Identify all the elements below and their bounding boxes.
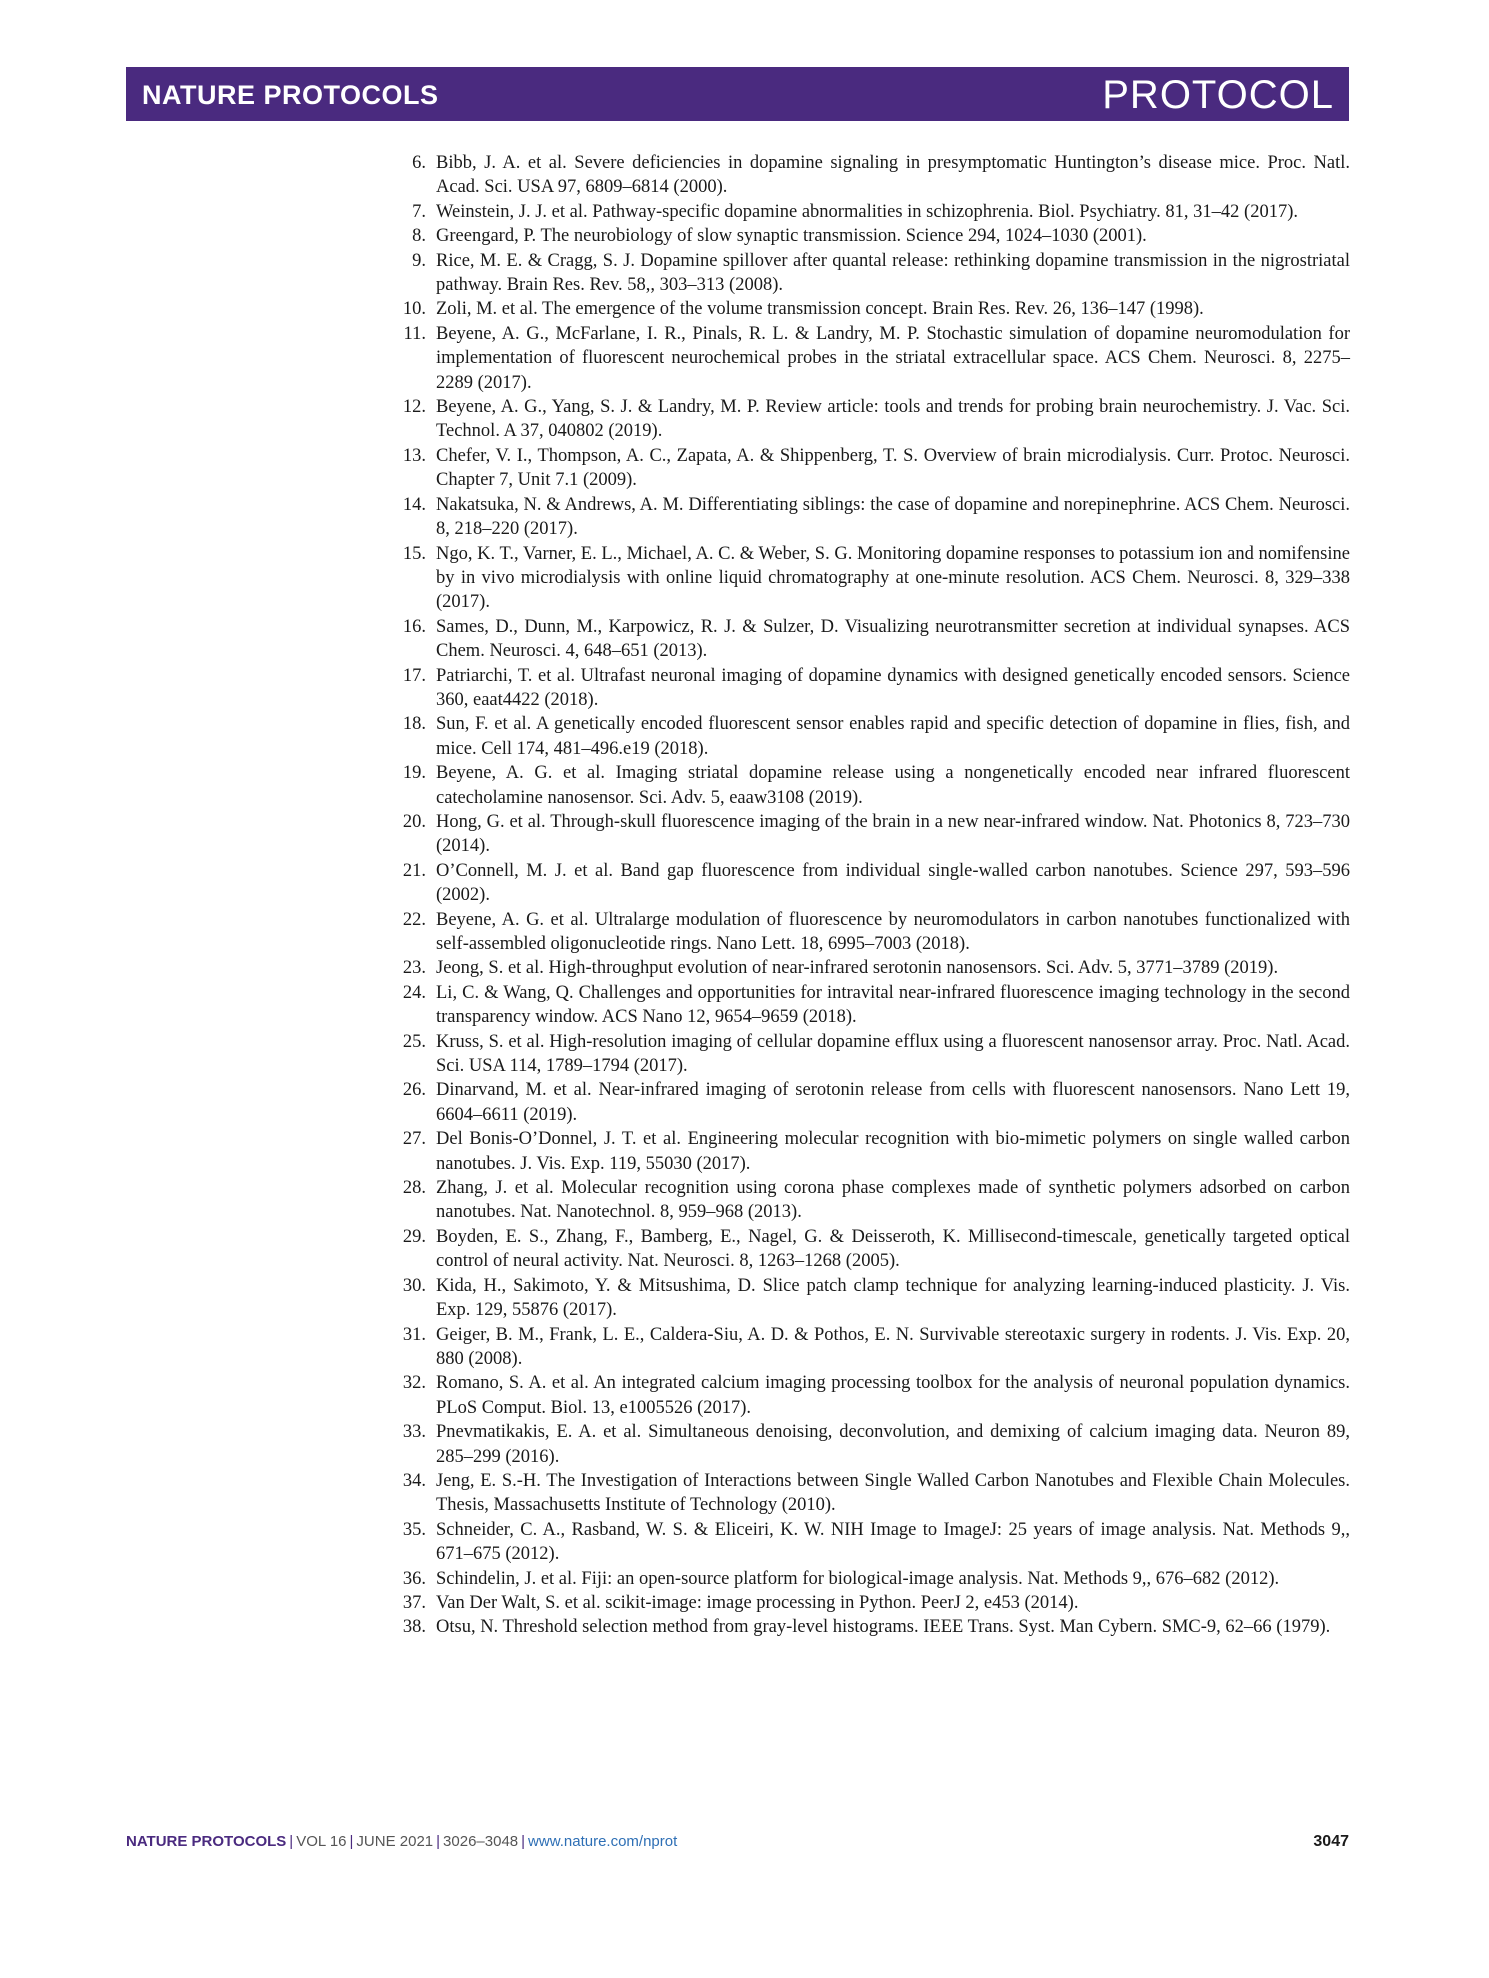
reference-text: Kida, H., Sakimoto, Y. & Mitsushima, D. Slice patch clamp technique for analyzing learning-induced plasticity. J. Vis. Exp. 129, 55876 (2017). <box>436 1275 1350 1321</box>
reference-text: Beyene, A. G., Yang, S. J. & Landry, M. P. Review article: tools and trends for probing brain neurochemistry. J. Vac. Sci. Technol. A 37, 040802 (2019). <box>436 397 1350 442</box>
reference-text: Dinarvand, M. et al. Near-infrared imaging of serotonin release from cells with fluorescent nanosensors. Nano Lett 19, 6604–6611 (2019). <box>436 1080 1350 1125</box>
reference-text: Sames, D., Dunn, M., Karpowicz, R. J. & Sulzer, D. Visualizing neurotransmitter secretion at individual synapses. ACS Chem. Neurosci. 4, 648–651 (2013). <box>436 616 1350 662</box>
reference-text: Jeong, S. et al. High-throughput evolution of near-infrared serotonin nanosensors. Sci. Adv. 5, 3771–3789 (2019). <box>436 958 1279 979</box>
reference-text: Schneider, C. A., Rasband, W. S. & Eliceiri, K. W. NIH Image to ImageJ: 25 years of image analysis. Nat. Methods 9,, 671–675 (2012). <box>436 1519 1350 1565</box>
reference-number: 27. <box>402 1129 426 1150</box>
reference-number: 22. <box>402 909 426 930</box>
reference-item <box>390 908 1350 957</box>
footer-pages: 3026–3048 <box>443 1833 519 1850</box>
reference-text: Del Bonis-O’Donnel, J. T. et al. Engineering molecular recognition with bio-mimetic polymers on single walled carbon nanotubes. J. Vis. Exp. 119, 55030 (2017). <box>436 1129 1350 1174</box>
reference-number: 13. <box>402 445 426 466</box>
reference-text: Beyene, A. G. et al. Ultralarge modulation of fluorescence by neuromodulators in carbon nanotubes functionalized with self-assembled oligonucleotide rings. Nano Lett. 18, 6995–7003 (2018). <box>436 909 1350 954</box>
reference-number: 21. <box>402 860 426 881</box>
reference-number: 12. <box>402 397 426 418</box>
reference-item <box>390 200 1350 224</box>
reference-number: 16. <box>402 616 426 637</box>
footer-volume: VOL 16 <box>296 1833 347 1850</box>
reference-text: Kruss, S. et al. High-resolution imaging of cellular dopamine efflux using a fluorescent nanosensor array. Proc. Natl. Acad. Sci. USA 114, 1789–1794 (2017). <box>436 1031 1350 1077</box>
reference-number: 34. <box>402 1470 426 1491</box>
reference-item <box>390 1078 1350 1127</box>
reference-number: 37. <box>402 1592 426 1613</box>
reference-item <box>390 1127 1350 1176</box>
section-label: PROTOCOL <box>1102 73 1334 117</box>
reference-item <box>390 1274 1350 1323</box>
reference-number: 26. <box>402 1080 426 1101</box>
reference-text: Hong, G. et al. Through-skull fluorescence imaging of the brain in a new near-infrared window. Nat. Photonics 8, 723–730 (2014). <box>436 811 1350 857</box>
reference-item <box>390 956 1350 980</box>
reference-text: Geiger, B. M., Frank, L. E., Caldera-Siu, A. D. & Pothos, E. N. Survivable stereotaxic surgery in rodents. J. Vis. Exp. 20, 880 (2008). <box>436 1324 1350 1369</box>
reference-number: 36. <box>402 1568 426 1589</box>
reference-text: Greengard, P. The neurobiology of slow synaptic transmission. Science 294, 1024–1030 (2001). <box>436 226 1147 247</box>
reference-number: 25. <box>402 1031 426 1052</box>
reference-number: 28. <box>402 1178 426 1199</box>
footer-url-link[interactable]: www.nature.com/nprot <box>528 1833 678 1850</box>
reference-number: 31. <box>402 1324 426 1345</box>
reference-text: Beyene, A. G., McFarlane, I. R., Pinals, R. L. & Landry, M. P. Stochastic simulation of dopamine neuromodulation for implementation of fluorescent neurochemical probes in the striatal extracellular space. ACS Chem. Neurosci. 8, 2275–2289 (2017). <box>436 323 1350 393</box>
reference-item <box>390 1469 1350 1518</box>
reference-text: Schindelin, J. et al. Fiji: an open-source platform for biological-image analysis. Nat. Methods 9,, 676–682 (2012). <box>436 1568 1280 1589</box>
reference-text: Ngo, K. T., Varner, E. L., Michael, A. C. & Weber, S. G. Monitoring dopamine responses to potassium ion and nomifensine by in vivo microdialysis with online liquid chromatography at one-minute resolution. ACS Chem. Neurosci. 8, 329–338 (2017). <box>436 543 1350 613</box>
reference-text: Zoli, M. et al. The emergence of the volume transmission concept. Brain Res. Rev. 26, 136–147 (1998). <box>436 299 1204 320</box>
footer-issue: JUNE 2021 <box>356 1833 434 1850</box>
reference-number: 17. <box>402 665 426 686</box>
reference-number: 8. <box>412 226 426 247</box>
reference-item <box>390 1567 1350 1591</box>
reference-text: Romano, S. A. et al. An integrated calcium imaging processing toolbox for the analysis of neuronal population dynamics. PLoS Comput. Biol. 13, e1005526 (2017). <box>436 1373 1350 1418</box>
reference-text: Beyene, A. G. et al. Imaging striatal dopamine release using a nongenetically encoded near infrared fluorescent catecholamine nanosensor. Sci. Adv. 5, eaaw3108 (2019). <box>436 763 1350 808</box>
reference-item <box>390 761 1350 810</box>
reference-item <box>390 1615 1350 1639</box>
reference-text: Zhang, J. et al. Molecular recognition using corona phase complexes made of synthetic polymers adsorbed on carbon nanotubes. Nat. Nanotechnol. 8, 959–968 (2013). <box>436 1178 1350 1223</box>
reference-item <box>390 493 1350 542</box>
reference-item <box>390 297 1350 321</box>
reference-number: 19. <box>402 763 426 784</box>
reference-list <box>390 151 1350 1640</box>
reference-item <box>390 224 1350 248</box>
reference-text: Jeng, E. S.-H. The Investigation of Interactions between Single Walled Carbon Nanotubes and Flexible Chain Molecules. Thesis, Massachusetts Institute of Technology (2010). <box>436 1470 1350 1516</box>
reference-number: 35. <box>402 1519 426 1540</box>
reference-text: O’Connell, M. J. et al. Band gap fluorescence from individual single-walled carbon nanotubes. Science 297, 593–596 (2002). <box>436 860 1350 906</box>
reference-number: 14. <box>402 494 426 515</box>
reference-item <box>390 981 1350 1030</box>
reference-item <box>390 249 1350 298</box>
reference-item <box>390 444 1350 493</box>
reference-number: 29. <box>402 1226 426 1247</box>
reference-item <box>390 712 1350 761</box>
footer-separator: | <box>436 1833 441 1850</box>
footer-separator: | <box>521 1833 526 1850</box>
footer-separator: | <box>289 1833 294 1850</box>
reference-item <box>390 1591 1350 1615</box>
reference-number: 30. <box>402 1275 426 1296</box>
reference-item <box>390 615 1350 664</box>
reference-item <box>390 322 1350 395</box>
footer <box>126 1832 1349 1852</box>
reference-number: 32. <box>402 1373 426 1394</box>
reference-item <box>390 1518 1350 1567</box>
reference-text: Bibb, J. A. et al. Severe deficiencies in dopamine signaling in presymptomatic Huntington’s disease mice. Proc. Natl. Acad. Sci. USA 97, 6809–6814 (2000). <box>436 153 1350 198</box>
footer-separator: | <box>349 1833 354 1850</box>
reference-item <box>390 1371 1350 1420</box>
reference-number: 11. <box>403 323 426 344</box>
reference-item <box>390 395 1350 444</box>
reference-item <box>390 1030 1350 1079</box>
reference-text: Patriarchi, T. et al. Ultrafast neuronal imaging of dopamine dynamics with designed genetically encoded sensors. Science 360, eaat4422 (2018). <box>436 665 1350 710</box>
reference-number: 6. <box>412 153 426 173</box>
journal-name: NATURE PROTOCOLS <box>142 80 439 110</box>
reference-text: Nakatsuka, N. & Andrews, A. M. Differentiating siblings: the case of dopamine and norepinephrine. ACS Chem. Neurosci. 8, 218–220 (2017). <box>436 494 1350 540</box>
reference-number: 10. <box>402 299 426 320</box>
reference-text: Van Der Walt, S. et al. scikit-image: image processing in Python. PeerJ 2, e453 (2014). <box>436 1592 1079 1613</box>
reference-item <box>390 542 1350 615</box>
reference-number: 15. <box>402 543 426 564</box>
reference-text: Chefer, V. I., Thompson, A. C., Zapata, A. & Shippenberg, T. S. Overview of brain microdialysis. Curr. Protoc. Neurosci. Chapter 7, Unit 7.1 (2009). <box>436 445 1350 491</box>
reference-item <box>390 151 1350 200</box>
reference-item <box>390 1420 1350 1469</box>
reference-number: 33. <box>402 1422 426 1443</box>
reference-text: Rice, M. E. & Cragg, S. J. Dopamine spillover after quantal release: rethinking dopamine transmission in the nigrostriatal pathway. Brain Res. Rev. 58,, 303–313 (2008). <box>436 250 1350 296</box>
reference-text: Pnevmatikakis, E. A. et al. Simultaneous denoising, deconvolution, and demixing of calcium imaging data. Neuron 89, 285–299 (2016). <box>436 1422 1350 1467</box>
reference-number: 23. <box>402 958 426 979</box>
reference-text: Weinstein, J. J. et al. Pathway-specific dopamine abnormalities in schizophrenia. Biol. Psychiatry. 81, 31–42 (2017). <box>436 201 1299 222</box>
reference-number: 24. <box>402 982 426 1003</box>
reference-item <box>390 1225 1350 1274</box>
reference-text: Otsu, N. Threshold selection method from gray-level histograms. IEEE Trans. Syst. Man Cybern. SMC-9, 62–66 (1979). <box>436 1617 1331 1638</box>
page-number: 3047 <box>1313 1833 1349 1850</box>
reference-item <box>390 1323 1350 1372</box>
reference-item <box>390 859 1350 908</box>
footer-journal: NATURE PROTOCOLS <box>126 1833 287 1850</box>
reference-item <box>390 1176 1350 1225</box>
reference-text: Boyden, E. S., Zhang, F., Bamberg, E., Nagel, G. & Deisseroth, K. Millisecond-timescale, genetically targeted optical control of neural activity. Nat. Neurosci. 8, 1263–1268 (2005). <box>436 1226 1350 1272</box>
reference-number: 38. <box>402 1617 426 1638</box>
reference-number: 7. <box>412 201 426 222</box>
reference-text: Li, C. & Wang, Q. Challenges and opportunities for intravital near-infrared fluorescence imaging technology in the second transparency window. ACS Nano 12, 9654–9659 (2018). <box>436 982 1350 1028</box>
reference-item <box>390 664 1350 713</box>
reference-item <box>390 810 1350 859</box>
reference-text: Sun, F. et al. A genetically encoded fluorescent sensor enables rapid and specific detection of dopamine in flies, fish, and mice. Cell 174, 481–496.e19 (2018). <box>436 714 1350 759</box>
reference-number: 18. <box>402 714 426 735</box>
reference-number: 9. <box>412 250 426 271</box>
reference-number: 20. <box>402 811 426 832</box>
